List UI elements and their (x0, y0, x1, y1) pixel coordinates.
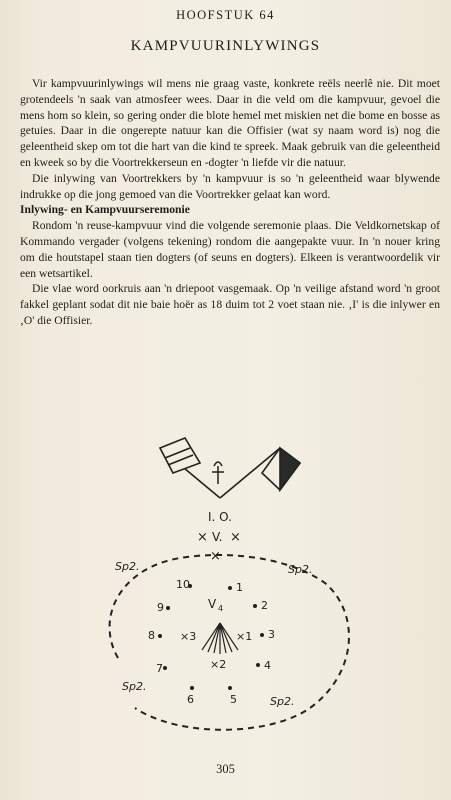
mark-right: × (230, 530, 241, 545)
mark-bottom: × (210, 549, 221, 564)
v-top-label: V. (212, 530, 223, 544)
page-number: 305 (216, 762, 235, 776)
x2-label: ×2 (210, 658, 227, 671)
paragraph-2: Die inlywing van Voortrekkers by 'n kampvuur is so 'n geleentheid waar blywende indrukke op die jong gemoed van die Voortrekker gelaat kan word. (20, 171, 440, 201)
chapter-title: KAMPVUURINLYWINGS (130, 38, 321, 54)
position-6: 6 (187, 693, 194, 706)
paragraph-3: Rondom 'n reuse-kampvuur vind die volgende seremonie plaas. Die Veldkornetskap of Kommando vergader (volgens tekening) rondom die aangepakte vuur. In 'n nouer kring om die houtstapel staan tien dogters (of seuns en dogters). Elkeen is verantwoordelik vir een wetsartikel. (20, 219, 440, 280)
ceremony-diagram (40, 418, 420, 758)
crossed-flags-icon (160, 438, 300, 498)
io-label: I. O. (208, 510, 232, 524)
running-head: HOOFSTUK 64 (176, 8, 275, 22)
section-heading: Inlywing- en Kampvuurseremonie (20, 203, 190, 217)
sp-label-bottom-left: Sp2. (122, 680, 147, 693)
x3-label: ×3 (180, 630, 197, 643)
sp-label-top-right: Sp2. (288, 563, 313, 576)
position-4: 4 (264, 659, 271, 672)
position-8: 8 (148, 629, 155, 642)
mark-left: × (197, 530, 208, 545)
body-text (20, 76, 440, 329)
v-center-sub: 4 (218, 604, 224, 613)
position-10: 10 (176, 578, 190, 591)
x1-label: ×1 (236, 630, 253, 643)
paragraph-1: Vir kampvuurinlywings wil mens nie graag vaste, konkrete reëls neerlê nie. Dit moet grotendeels 'n saak van atmosfeer wees. Daar in die veld om die kampvuur, gevoel die mens hom so klein, so gering onder die blote hemel met miskien net die bome en bosse as getuies. Daar in die ongerepte natuur kan die Offisier (wat sy naam word is) nog die geleentheid skep om tot die hart van die kind te spreek. Maak gebruik van die geleentheid en kweek so by die Voortrekkerseun en -dogter 'n liefde vir die natuur. (20, 77, 440, 169)
position-2: 2 (261, 599, 268, 612)
position-1: 1 (236, 581, 243, 594)
sp-label-bottom-right: Sp2. (270, 695, 295, 708)
paragraph-4: Die vlae word oorkruis aan 'n driepoot vasgemaak. Op 'n veilige afstand word 'n groot fakkel geplant sodat dit nie baie hoër as 18 duim tot 2 voet staan nie. ‚I' is die inlywer en ‚O' die Offisier. (20, 282, 440, 327)
position-3: 3 (268, 628, 275, 641)
position-7: 7 (156, 662, 163, 675)
position-9: 9 (157, 601, 164, 614)
v-center-label: V (208, 597, 217, 611)
position-5: 5 (230, 693, 237, 706)
sp-label-top-left: Sp2. (115, 560, 140, 573)
torch-icon (212, 462, 224, 484)
campfire-icon (202, 623, 238, 654)
